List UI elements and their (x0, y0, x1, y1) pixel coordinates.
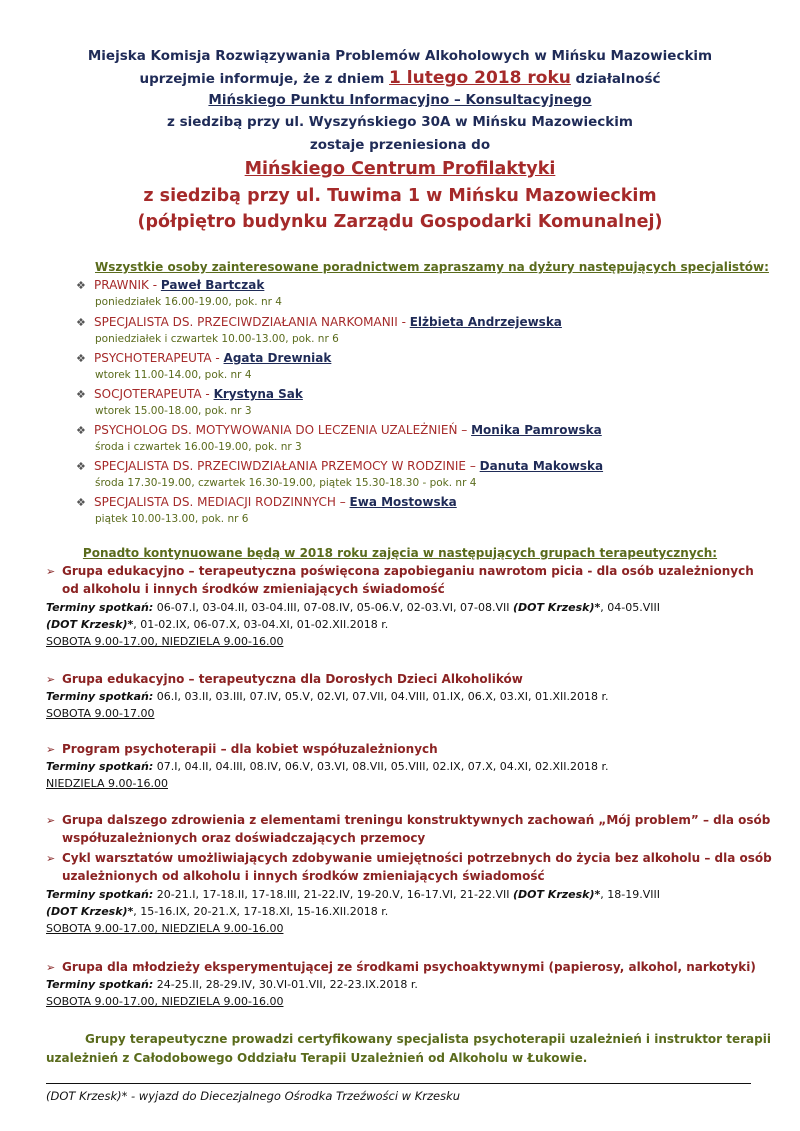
group-1-terms-cont (46, 618, 388, 631)
specialist-item (76, 387, 303, 401)
diamond-bullet-icon: ❖ (76, 424, 86, 437)
arrow-bullet-icon: ➢ (46, 565, 56, 578)
dot-label: (DOT Krzesk)* (512, 888, 601, 901)
dot-label: (DOT Krzesk)* (46, 905, 134, 918)
arrow-bullet-icon: ➢ (46, 961, 56, 974)
specialist-name: Krystyna Sak (213, 387, 303, 401)
header-line-2-pre: uprzejmie informuje, że z dniem (139, 71, 390, 87)
header-line-4: z siedzibą przy ul. Wyszyńskiego 30A w Mińsku Mazowieckim (167, 114, 633, 130)
specialist-hours: poniedziałek 16.00-19.00, pok. nr 4 (95, 296, 282, 308)
specialist-name: Ewa Mostowska (349, 495, 457, 509)
specialist-separator: – (466, 459, 480, 473)
footnote: (DOT Krzesk)* - wyjazd do Diecezjalnego Ośrodka Trzeźwości w Krzesku (46, 1089, 461, 1103)
arrow-bullet-icon: ➢ (46, 814, 56, 827)
dot-label: (DOT Krzesk)* (512, 601, 601, 614)
group-4-title-line-2: współuzależnionych oraz doświadczających przemocy (62, 831, 426, 845)
specialist-name: Agata Drewniak (223, 351, 332, 365)
group-6-hours: SOBOTA 9.00-17.00, NIEDZIELA 9.00-16.00 (46, 995, 284, 1008)
terms-label: Terminy spotkań: (46, 760, 154, 773)
terms-text: 20-21.I, 17-18.II, 17-18.III, 21-22.IV, 19-20.V, 16-17.VI, 21-22.VII (153, 888, 513, 901)
specialist-hours: środa i czwartek 16.00-19.00, pok. nr 3 (95, 441, 302, 453)
group-2-hours: SOBOTA 9.00-17.00 (46, 707, 155, 720)
specialist-name: Paweł Bartczak (160, 278, 265, 292)
group-5-title-line-2: uzależnionych od alkoholu i innych środków zmieniających świadomość (62, 869, 545, 883)
dot-label: (DOT Krzesk)* (46, 618, 134, 631)
specialist-role: SPECJALISTA DS. MEDIACJI RODZINNYCH (94, 495, 336, 509)
specialist-hours: środa 17.30-19.00, czwartek 16.30-19.00, piątek 15.30-18.30 - pok. nr 4 (95, 477, 477, 489)
terms-label: Terminy spotkań: (46, 978, 154, 991)
group-6-terms (46, 978, 418, 991)
specialist-hours: poniedziałek i czwartek 10.00-13.00, pok. nr 6 (95, 333, 339, 345)
terms-text: 06.I, 03.II, 03.III, 07.IV, 05.V, 02.VI, 07.VII, 04.VIII, 01.IX, 06.X, 03.XI, 01.XII.2018 r. (153, 690, 609, 703)
specialist-separator: – (457, 423, 472, 437)
specialist-role: SPECJALISTA DS. PRZECIWDZIAŁANIA NARKOMANII (94, 315, 398, 329)
group-5-title-line-1: Cykl warsztatów umożliwiających zdobywanie umiejętności potrzebnych do życia bez alkoholu – dla osób (62, 851, 772, 865)
group-2-terms (46, 690, 609, 703)
specialist-hours: wtorek 15.00-18.00, pok. nr 3 (95, 405, 252, 417)
specialist-separator: - (397, 315, 410, 329)
diamond-bullet-icon: ❖ (76, 279, 86, 292)
specialist-item (76, 278, 264, 292)
specialist-separator: - (148, 278, 161, 292)
group-6-title (46, 960, 756, 974)
specialist-name: Monika Pamrowska (471, 423, 602, 437)
footnote-divider (46, 1083, 751, 1084)
specialist-role: SOCJOTERAPEUTA (94, 387, 202, 401)
group-3-hours: NIEDZIELA 9.00-16.00 (46, 777, 168, 790)
group-5-terms-cont (46, 905, 388, 918)
group-3-title-line-1: Program psychoterapii – dla kobiet współuzależnionych (62, 742, 438, 756)
group-6-title-line-1: Grupa dla młodzieży eksperymentującej ze środkami psychoaktywnymi (papierosy, alkohol, narkotyki) (62, 960, 756, 974)
specialist-name: Danuta Makowska (479, 459, 604, 473)
header-line-2 (0, 68, 800, 88)
group-5-terms (46, 888, 660, 901)
terms-text: 24-25.II, 28-29.IV, 30.VI-01.VII, 22-23.IX.2018 r. (153, 978, 418, 991)
group-2-title-line-1: Grupa edukacyjno – terapeutyczna dla Dorosłych Dzieci Alkoholików (62, 672, 523, 686)
group-5-hours: SOBOTA 9.00-17.00, NIEDZIELA 9.00-16.00 (46, 922, 284, 935)
terms-label: Terminy spotkań: (46, 690, 154, 703)
group-3-title (46, 742, 438, 756)
header-line-1: Miejska Komisja Rozwiązywania Problemów Alkoholowych w Mińsku Mazowieckim (87, 48, 713, 64)
terms-text: , 04-05.VIII (600, 601, 660, 614)
header-date: 1 lutego 2018 roku (389, 68, 571, 88)
group-1-terms (46, 601, 660, 614)
header-line-7: z siedzibą przy ul. Tuwima 1 w Mińsku Mazowieckim (143, 186, 657, 206)
specialist-hours: wtorek 11.00-14.00, pok. nr 4 (95, 369, 252, 381)
specialist-hours: piątek 10.00-13.00, pok. nr 6 (95, 513, 249, 525)
group-1-hours: SOBOTA 9.00-17.00, NIEDZIELA 9.00-16.00 (46, 635, 284, 648)
group-2-title (46, 672, 523, 686)
specialist-role: PRAWNIK (94, 278, 149, 292)
groups-intro: Ponadto kontynuowane będą w 2018 roku zajęcia w następujących grupach terapeutycznych: (82, 546, 718, 560)
specialist-item (76, 423, 602, 437)
specialist-name: Elżbieta Andrzejewska (409, 315, 562, 329)
diamond-bullet-icon: ❖ (76, 460, 86, 473)
terms-text: 06-07.I, 03-04.II, 03-04.III, 07-08.IV, 05-06.V, 02-03.VI, 07-08.VII (153, 601, 513, 614)
diamond-bullet-icon: ❖ (76, 388, 86, 401)
arrow-bullet-icon: ➢ (46, 852, 56, 865)
terms-text: , 01-02.IX, 06-07.X, 03-04.XI, 01-02.XII.2018 r. (133, 618, 389, 631)
terms-text: , 15-16.IX, 20-21.X, 17-18.XI, 15-16.XII.2018 r. (133, 905, 389, 918)
diamond-bullet-icon: ❖ (76, 496, 86, 509)
arrow-bullet-icon: ➢ (46, 743, 56, 756)
closing-line-1: Grupy terapeutyczne prowadzi certyfikowany specjalista psychoterapii uzależnień i instruktor terapii (85, 1032, 771, 1046)
diamond-bullet-icon: ❖ (76, 352, 86, 365)
header-line-3: Mińskiego Punktu Informacyjno – Konsultacyjnego (208, 92, 592, 108)
specialist-item (76, 495, 457, 509)
group-5-title (46, 851, 772, 865)
terms-label: Terminy spotkań: (46, 888, 154, 901)
header-line-8: (półpiętro budynku Zarządu Gospodarki Komunalnej) (137, 212, 663, 232)
specialist-separator: - (201, 387, 214, 401)
closing-line-2: uzależnień z Całodobowego Oddziału Terapii Uzależnień od Alkoholu w Łukowie. (46, 1051, 588, 1065)
header-line-2-post: działalność (570, 71, 661, 87)
specialist-separator: - (211, 351, 224, 365)
group-4-title-line-1: Grupa dalszego zdrowienia z elementami treningu konstruktywnych zachowań „Mój problem” – dla osób (62, 813, 771, 827)
group-4-title (46, 813, 770, 827)
specialist-item (76, 315, 562, 329)
group-3-terms (46, 760, 609, 773)
arrow-bullet-icon: ➢ (46, 673, 56, 686)
diamond-bullet-icon: ❖ (76, 316, 86, 329)
header-line-5: zostaje przeniesiona do (309, 137, 491, 153)
specialist-role: SPECJALISTA DS. PRZECIWDZIAŁANIA PRZEMOCY W RODZINIE (94, 459, 467, 473)
group-1-title-line-1: Grupa edukacyjno – terapeutyczna poświęcona zapobieganiu nawrotom picia - dla osób uzależnionych (62, 564, 754, 578)
terms-label: Terminy spotkań: (46, 601, 154, 614)
specialist-item (76, 459, 603, 473)
specialist-role: PSYCHOTERAPEUTA (94, 351, 212, 365)
group-1-title-line-2: od alkoholu i innych środków zmieniających świadomość (62, 582, 445, 596)
group-1-title (46, 564, 754, 578)
specialist-item (76, 351, 331, 365)
specialists-intro: Wszystkie osoby zainteresowane poradnictwem zapraszamy na dyżury następujących specjalistów: (95, 260, 769, 274)
terms-text: 07.I, 04.II, 04.III, 08.IV, 06.V, 03.VI, 08.VII, 05.VIII, 02.IX, 07.X, 04.XI, 02.XII.2018 r. (153, 760, 609, 773)
header-line-6: Mińskiego Centrum Profilaktyki (244, 159, 556, 179)
terms-text: , 18-19.VIII (600, 888, 660, 901)
specialist-role: PSYCHOLOG DS. MOTYWOWANIA DO LECZENIA UZALEŻNIEŃ (94, 423, 458, 437)
specialist-separator: – (335, 495, 350, 509)
